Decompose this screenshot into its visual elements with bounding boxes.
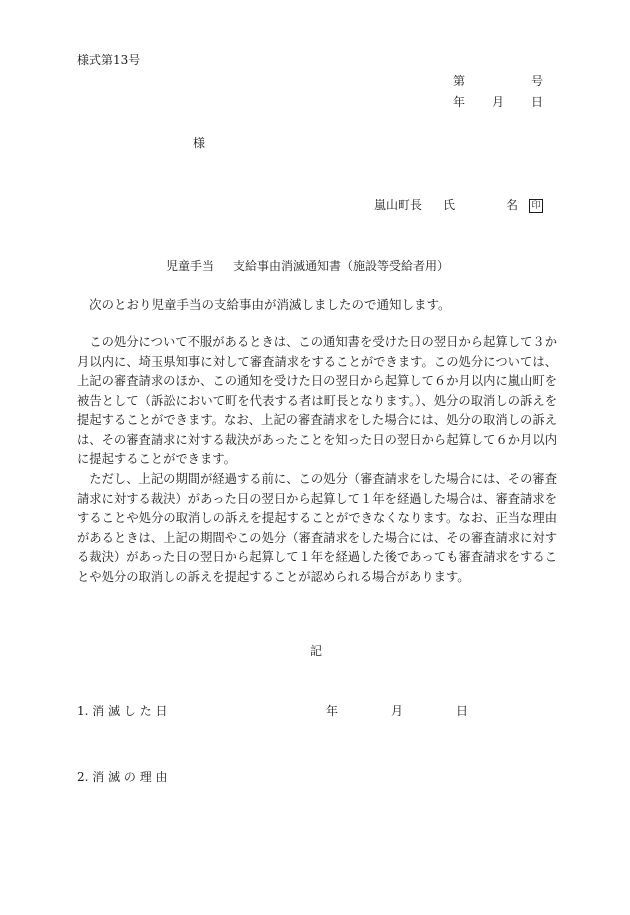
issuer-name-label-2: 名: [506, 198, 519, 212]
item1-day-label: 日: [456, 704, 469, 718]
number-suffix: 号: [531, 74, 544, 88]
item2-label: 2. 消 滅 の 理 由: [77, 770, 168, 784]
item1-year-label: 年: [326, 704, 339, 718]
notice-paragraph-1: この処分について不服があるときは、この通知書を受けた日の翌日から起算して３か月以内に、埼玉県知事に対して審査請求をすることができます。この処分については、上記の審査請求のほか、この通知を受けた日の翌日から起算して６か月以内に嵐山町を被告として（訴訟において町を代表する者は町長となります。）、処分の取消しの訴えを提起することができます。なお、上記の審査請求をした場合には、処分の取消しの訴えは、その審査請求に対する裁決があったことを知った日の翌日から起算して６か月以内に提起することができます。: [77, 335, 557, 466]
ki-label: 記: [310, 644, 323, 658]
doc-title-part-2: 支給事由消滅通知書（施設等受給者用）: [233, 259, 450, 273]
date-year-label: 年: [453, 95, 466, 109]
number-prefix: 第: [453, 74, 466, 88]
intro-text: 次のとおり児童手当の支給事由が消滅しましたので通知します。: [89, 297, 451, 312]
addressee-suffix: 様: [193, 136, 206, 150]
item1-month-label: 月: [391, 704, 404, 718]
seal-stamp: 印: [525, 197, 543, 213]
issuer-name-label-1: 氏: [443, 198, 456, 212]
notice-paragraph-2: ただし、上記の期間が経過する前に、この処分（審査請求をした場合には、その審査請求に対する裁決）があった日の翌日から起算して１年を経過した場合は、審査請求をすることや処分の取消しの訴えを提起することができなくなります。なお、正当な理由があるときは、上記の期間やこの処分（審査請求をした場合には、その審査請求に対する裁決）があった日の翌日から起算して１年を経過した後であっても審査請求をすることや処分の取消しの訴えを提起することが認められる場合があります。: [77, 472, 557, 584]
date-month-label: 月: [492, 95, 505, 109]
issuer-title: 嵐山町長: [374, 198, 423, 212]
form-number: 様式第13号: [77, 53, 141, 67]
date-day-label: 日: [531, 95, 544, 109]
doc-title-part-1: 児童手当: [166, 259, 215, 273]
item1-label: 1. 消 滅 し た 日: [77, 704, 168, 718]
